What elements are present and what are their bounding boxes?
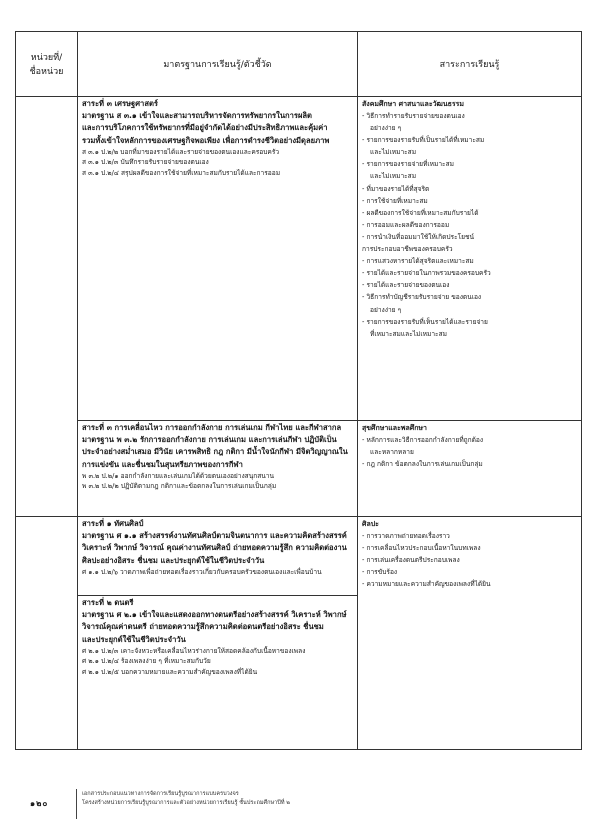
- indicator: พ ๓.๒ ป.๒/๑ ออกกำลังกายและเล่นเกมได้ด้วยตนเองอย่างสนุกสนาน: [82, 471, 274, 480]
- content-item: - รายได้และรายจ่ายในภาพรวมของครอบครัว: [362, 269, 491, 278]
- table-row: [16, 517, 582, 596]
- content-item-text: - วิธีการทำรายรับรายจ่ายของตนเอง: [362, 112, 465, 120]
- content-item-text: - รายการของรายรับที่เป็นรายได้ที่เหมาะสม: [362, 136, 485, 145]
- content-item: - ความหมายและความสำคัญของเพลงที่ได้ยิน: [362, 580, 491, 589]
- standards-cell: [78, 596, 358, 750]
- indicator: ส ๓.๑ ป.๒/๓ บันทึกรายรับรายจ่ายของตนเอง: [82, 158, 209, 167]
- content-item-wrap: และไม่เหมาะสม: [370, 172, 417, 181]
- header-unit-label: หน่วยที่/ ชื่อหน่วย: [29, 53, 64, 77]
- content-item: - ผลดีของการใช้จ่ายที่เหมาะสมกับรายได้: [362, 208, 479, 217]
- content-item: [362, 316, 577, 340]
- content-item: [362, 134, 577, 158]
- standard-line: ประจำอย่างสม่ำเสมอ มีวินัย เคารพสิทธิ กฎ กติกา มีน้ำใจนักกีฬา มีจิตวิญญาณใน: [82, 447, 348, 457]
- standard-line: มาตรฐาน ศ ๑.๑ สร้างสรรค์งานทัศนศิลป์ตามจินตนาการ และความคิดสร้างสรรค์: [82, 531, 347, 541]
- content-item-wrap: อย่างง่าย ๆ: [370, 305, 402, 314]
- content-item-text: - รายการของรายจ่ายที่เหมาะสม: [362, 160, 454, 169]
- header-content-label: สาระการเรียนรู้: [439, 60, 500, 70]
- table-row: [16, 97, 582, 421]
- content-item-text: - รายการของรายรับที่เห็นรายได้และรายจ่าย: [362, 317, 488, 326]
- curriculum-table: [15, 31, 582, 750]
- standard-line: และประยุกต์ใช้ในชีวิตประจำวัน: [82, 634, 186, 644]
- content-subject: สังคมศึกษา ศาสนาและวัฒนธรรม: [362, 100, 465, 108]
- indicator: ศ ๑.๑ ป.๒/๖ วาดภาพเพื่อถ่ายทอดเรื่องราวเกี่ยวกับครอบครัวของตนเองและเพื่อนบ้าน: [82, 567, 322, 576]
- content-item-wrap: อย่างง่าย ๆ: [370, 124, 402, 133]
- content-cell: [358, 421, 582, 517]
- strand-title: สาระที่ ๑ ทัศนศิลป์: [82, 519, 144, 528]
- strand-title: สาระที่ ๓ เศรษฐศาสตร์: [82, 99, 158, 108]
- content-cell: [358, 517, 582, 750]
- content-item-text: - หลักการและวิธีการออกกำลังกายที่ถูกต้อง: [362, 436, 484, 444]
- header-content: [358, 32, 582, 97]
- content-item: - การเคลื่อนไหวประกอบเนื้อหาในบทเพลง: [362, 544, 481, 553]
- page-number: ๑๒๐: [30, 799, 49, 808]
- strand-title: สาระที่ ๓ การเคลื่อนไหว การออกกำลังกาย การเล่นเกม กีฬาไทย และกีฬาสากล: [82, 423, 342, 432]
- strand-title: สาระที่ ๒ ดนตรี: [82, 598, 134, 607]
- content-item: - การวาดภาพถ่ายทอดเรื่องราว: [362, 532, 450, 540]
- content-item: [362, 231, 577, 255]
- footer-divider: [76, 789, 77, 819]
- content-item: [362, 434, 577, 458]
- indicator: พ ๓.๒ ป.๒/๒ ปฏิบัติตามกฎ กติกาและข้อตกลงในการเล่นเกมเป็นกลุ่ม: [82, 482, 277, 491]
- standard-line: วิจารณ์คุณค่าดนตรี ถ่ายทอดความรู้สึกความคิดต่อดนตรีอย่างอิสระ ชื่นชม: [82, 622, 324, 632]
- standard-line: มาตรฐาน ศ ๒.๑ เข้าใจและแสดงออกทางดนตรีอย่างสร้างสรรค์ วิเคราะห์ วิพากษ์: [82, 610, 347, 620]
- content-item: [362, 291, 577, 315]
- header-standards: [78, 32, 358, 97]
- standard-line: ศิลปะอย่างอิสระ ชื่นชม และประยุกต์ใช้ในชีวิตประจำวัน: [82, 555, 265, 565]
- table-header-row: [16, 32, 582, 97]
- content-item: - การเล่นเครื่องดนตรีประกอบเพลง: [362, 556, 460, 565]
- unit-cell: [16, 517, 78, 750]
- indicator: ศ ๒.๑ ป.๒/๓ เคาะจังหวะหรือเคลื่อนไหวร่างกายให้สอดคล้องกับเนื้อหาของเพลง: [82, 646, 306, 655]
- standards-cell: [78, 517, 358, 596]
- standards-cell: [78, 97, 358, 421]
- indicator: ส ๓.๑ ป.๒/๔ สรุปผลดีของการใช้จ่ายที่เหมาะสมกับรายได้และการออม: [82, 169, 281, 177]
- page-footer: [30, 789, 570, 819]
- content-item-text: - วิธีการทำบัญชีรายรับรายจ่าย ของตนเอง: [362, 293, 482, 302]
- content-item: - การแสวงหารายได้สุจริตและเหมาะสม: [362, 257, 474, 266]
- content-item-wrap: ที่เหมาะสมและไม่เหมาะสม: [370, 329, 447, 338]
- standards-cell: [78, 421, 358, 517]
- footer-line-1: เอกสารประกอบแนวทางการจัดการเรียนรู้บูรณาการแบบครบวงจร: [82, 791, 239, 797]
- standard-line: และการบริโภคการใช้ทรัพยากรที่มีอยู่จำกัดได้อย่างมีประสิทธิภาพและคุ้มค่า: [82, 123, 328, 133]
- footer-line-2: โครงสร้างหน่วยการเรียนรู้บูรณาการและตัวอย่างหน่วยการเรียนรู้ ชั้นประถมศึกษาปีที่ ๒: [82, 800, 290, 806]
- content-item: [362, 158, 577, 182]
- content-item-wrap: การประกอบอาชีพของครอบครัว: [362, 245, 453, 254]
- table-row: [16, 421, 582, 517]
- standard-line: รวมทั้งเข้าใจหลักการของเศรษฐกิจพอเพียง เพื่อการดำรงชีวิตอย่างมีดุลยภาพ: [82, 135, 330, 145]
- content-item: - กฎ กติกา ข้อตกลงในการเล่นเกมเป็นกลุ่ม: [362, 460, 483, 469]
- indicator: ศ ๒.๑ ป.๒/๔ ร้องเพลงง่าย ๆ ที่เหมาะสมกับวัย: [82, 657, 211, 666]
- indicator: ส ๓.๑ ป.๒/๒ บอกที่มาของรายได้และรายจ่ายของตนเองและครอบครัว: [82, 147, 280, 156]
- footer-text: [82, 790, 290, 808]
- standard-line: วิเคราะห์ วิพากษ์ วิจารณ์ คุณค่างานทัศนศิลป์ ถ่ายทอดความรู้สึก ความคิดต่องาน: [82, 543, 347, 553]
- standard-line: มาตรฐาน พ ๓.๒ รักการออกกำลังกาย การเล่นเกม และการเล่นกีฬา ปฏิบัติเป็น: [82, 435, 337, 445]
- content-item: - ที่มาของรายได้ที่สุจริต: [362, 184, 430, 193]
- indicator: ศ ๒.๑ ป.๒/๕ บอกความหมายและความสำคัญของเพลงที่ได้ยิน: [82, 668, 258, 676]
- content-item: - รายได้และรายจ่ายของตนเอง: [362, 281, 450, 290]
- content-item: - การออมและผลดีของการออม: [362, 220, 450, 229]
- standard-line: มาตรฐาน ส ๓.๑ เข้าใจและสามารถบริหารจัดการทรัพยากรในการผลิต: [82, 111, 312, 121]
- content-item: - การใช้จ่ายที่เหมาะสม: [362, 196, 428, 205]
- unit-cell: [16, 97, 78, 517]
- content-item-wrap: และไม่เหมาะสม: [370, 148, 417, 157]
- standard-line: การแข่งขัน และชื่นชมในสุนทรียภาพของการกีฬา: [82, 459, 243, 469]
- content-subject: ศิลปะ: [362, 520, 379, 528]
- content-item: [362, 110, 577, 134]
- content-item: - การขับร้อง: [362, 568, 398, 577]
- content-subject: สุขศึกษาและพลศึกษา: [362, 424, 427, 432]
- content-cell: [358, 97, 582, 421]
- content-item-text: - การนำเงินที่ออมมาใช้ให้เกิดประโยชน์: [362, 232, 475, 241]
- header-standards-label: มาตรฐานการเรียนรู้/ตัวชี้วัด: [163, 60, 272, 70]
- content-item-wrap: และหลากหลาย: [370, 448, 414, 457]
- header-unit: [16, 32, 78, 97]
